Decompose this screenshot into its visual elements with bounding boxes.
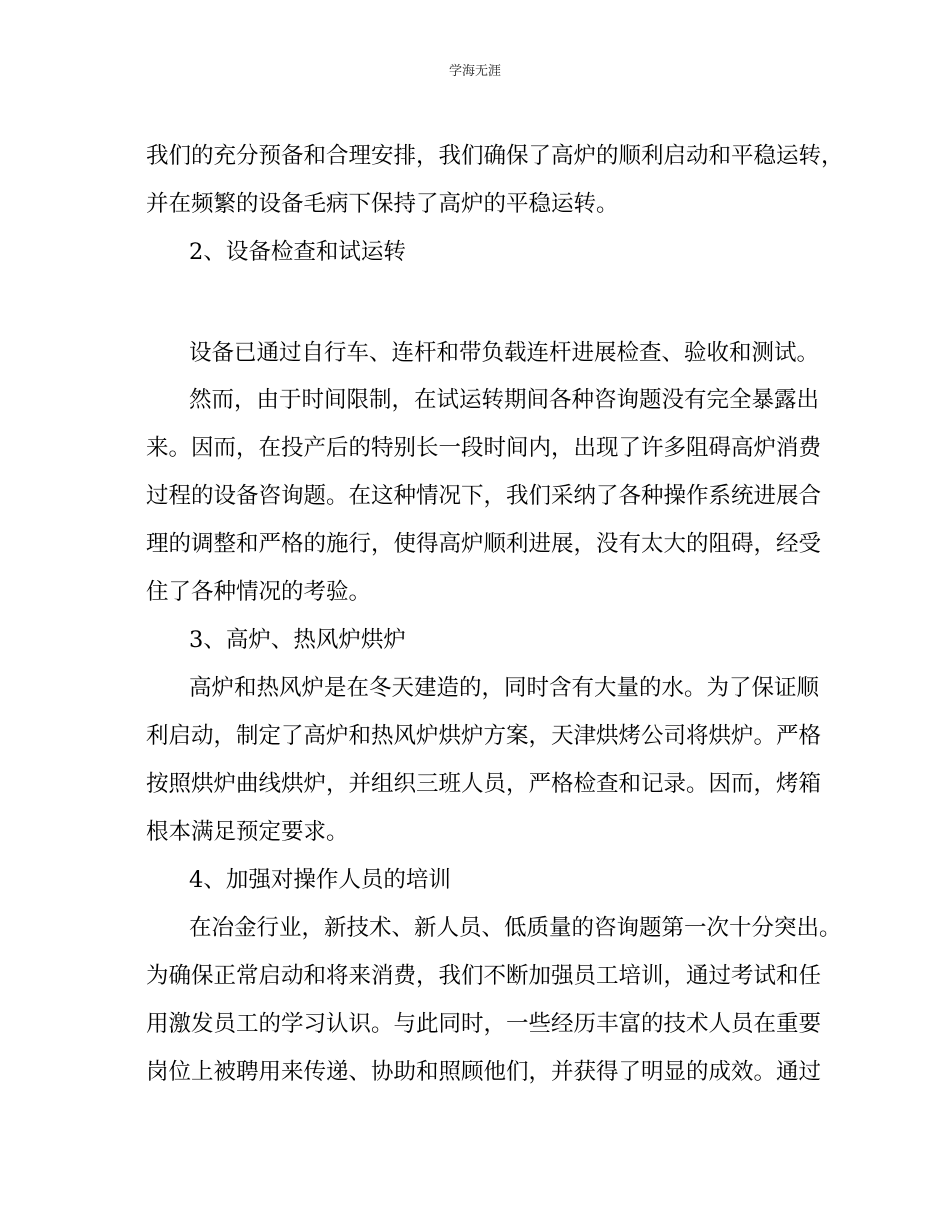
section-heading: 4、加强对操作人员的培训 (189, 867, 451, 893)
paragraph-line: 我们的充分预备和合理安排，我们确保了高炉的顺利启动和平稳运转， (146, 143, 844, 169)
paragraph-line: 理的调整和严格的施行，使得高炉顺利进展，没有太大的阻碍，经受 (146, 531, 822, 557)
paragraph-line: 在冶金行业，新技术、新人员、低质量的咨询题第一次十分突出。 (189, 915, 842, 941)
paragraph-line: 为确保正常启动和将来消费，我们不断加强员工培训，通过考试和任 (146, 963, 822, 989)
section-heading: 2、设备检查和试运转 (189, 239, 406, 265)
paragraph-line: 高炉和热风炉是在冬天建造的，同时含有大量的水。为了保证顺 (189, 675, 820, 701)
page-header: 学海无涯 (448, 64, 501, 79)
section-heading: 3、高炉、热风炉烘炉 (189, 627, 406, 653)
paragraph-line: 根本满足预定要求。 (146, 819, 349, 845)
paragraph-line: 过程的设备咨询题。在这种情况下，我们采纳了各种操作系统进展合 (146, 483, 822, 509)
paragraph-line: 利启动，制定了高炉和热风炉烘炉方案，天津烘烤公司将烘炉。严格 (146, 723, 822, 749)
paragraph-line: 住了各种情况的考验。 (146, 579, 372, 605)
paragraph-line: 并在频繁的设备毛病下保持了高炉的平稳运转。 (146, 191, 619, 217)
paragraph-line: 来。因而，在投产后的特别长一段时间内，出现了许多阻碍高炉消费 (146, 435, 822, 461)
paragraph-line: 岗位上被聘用来传递、协助和照顾他们，并获得了明显的成效。通过 (146, 1059, 822, 1085)
paragraph-line: 按照烘炉曲线烘炉，并组织三班人员，严格检查和记录。因而，烤箱 (146, 771, 822, 797)
paragraph-line: 用激发员工的学习认识。与此同时，一些经历丰富的技术人员在重要 (146, 1011, 822, 1037)
paragraph-line: 然而，由于时间限制，在试运转期间各种咨询题没有完全暴露出 (189, 387, 820, 413)
paragraph-line: 设备已通过自行车、连杆和带负载连杆进展检查、验收和测试。 (189, 340, 820, 366)
